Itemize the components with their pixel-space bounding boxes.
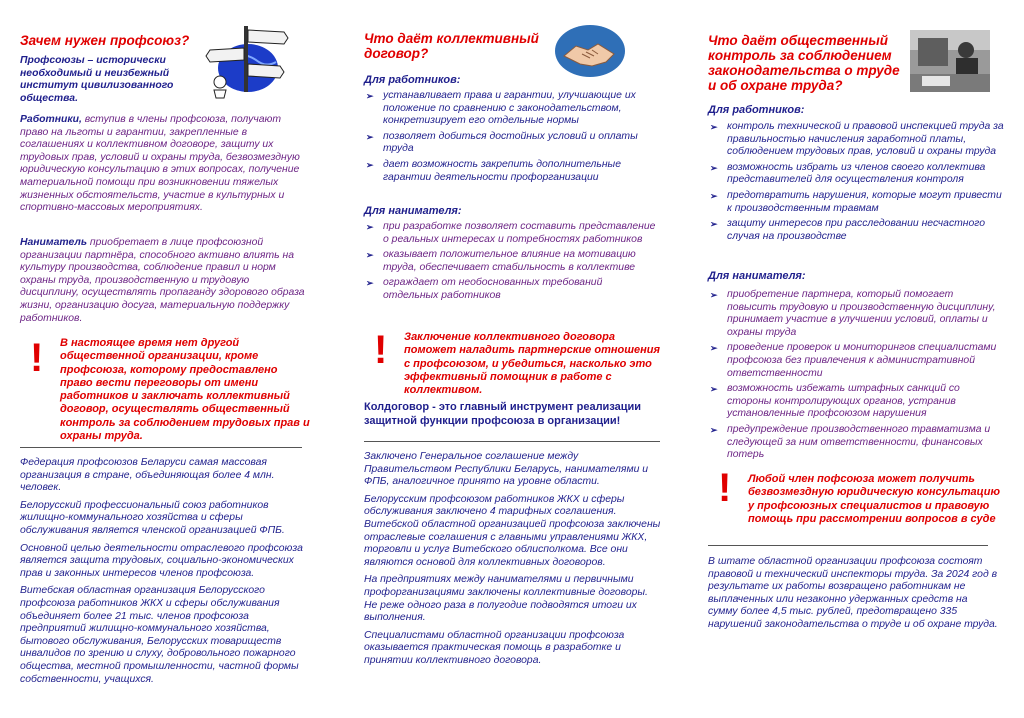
info-paragraph: Основной целью деятельности отраслевого профсоюза является защита трудовых, социально-экономических прав и законных интересов членов профсоюза. bbox=[20, 542, 303, 579]
list-item-text: дает возможность закрепить дополнительные гарантии деятельности профорганизации bbox=[383, 158, 621, 183]
divider bbox=[20, 447, 302, 448]
list-item-text: предотвратить нарушения, которые могут привести к производственным травмам bbox=[727, 189, 1002, 214]
list-item-text: проведение проверок и мониторингов специалистами профсоюза без привлечения к административной ответственности bbox=[727, 342, 997, 379]
list-item-text: контроль технической и правовой инспекцией труда за правильностью начисления заработной платы, соблюдением трудовых прав, условий и охраны труда bbox=[727, 121, 1004, 158]
arrowhead-bullet-icon: ➢ bbox=[366, 222, 374, 232]
list-item bbox=[364, 249, 656, 274]
list-item bbox=[708, 342, 1004, 380]
column-why-union bbox=[18, 0, 314, 718]
list-item-text: приобретение партнера, который помогает повысить трудовую и производственную дисциплину, принимает участие в улучшении условий, оплаты и охраны труда bbox=[727, 289, 996, 338]
col1-alert: В настоящее время нет другой общественной организации, кроме профсоюза, которому предоставлено право вести переговоры от имени работников и заключать коллективный договор, осуществлять общественный контроль за соблюдением трудовых прав и охраны труда. bbox=[60, 337, 310, 443]
col1-workers-paragraph bbox=[20, 114, 305, 215]
arrowhead-bullet-icon: ➢ bbox=[710, 122, 718, 132]
info-paragraph: Белорусский профессиональный союз работников жилищно-коммунального хозяйства и сферы обслуживания является членской организацией ФПБ. bbox=[20, 499, 285, 536]
divider bbox=[364, 441, 660, 442]
exclamation-icon: ! bbox=[718, 466, 732, 510]
arrowhead-bullet-icon: ➢ bbox=[710, 343, 718, 354]
info-paragraph: Федерация профсоюзов Беларуси самая массовая организация в стране, объединяющая более 4 млн. человек. bbox=[20, 457, 275, 494]
info-paragraph: На предприятиях между нанимателями и первичными профорганизациями заключены коллективные договоры. Не реже одного раза в полугодие подводятся итоги их выполнения. bbox=[364, 574, 648, 624]
list-item bbox=[364, 90, 656, 128]
col2-workers-list bbox=[364, 90, 656, 187]
col2-workers-heading: Для работников: bbox=[364, 74, 461, 86]
exclamation-icon: ! bbox=[30, 336, 44, 380]
arrowhead-bullet-icon: ➢ bbox=[366, 159, 374, 170]
col3-workers-heading: Для работников: bbox=[708, 104, 805, 116]
list-item-text: защиту интересов при расследовании несчастного случая на производстве bbox=[727, 218, 986, 242]
info-paragraph: Витебская областная организация Белорусского профсоюза работников ЖКХ и сферы обслуживания объединяет более 21 тыс. членов профсоюза предприятий жилищно-коммунального хозяйства, бытового обслуживания, Белорусских товариществ инвалидов по зрению и слуху, добровольного пожарного общества, местной промышленности, частной формы собственности, учащихся. bbox=[20, 585, 299, 685]
arrowhead-bullet-icon: ➢ bbox=[710, 162, 718, 173]
signpost-map-illustration bbox=[196, 20, 296, 100]
col1-intro: Профсоюзы – исторически необходимый и неизбежный институт цивилизованного общества. bbox=[20, 55, 174, 104]
col1-employer-paragraph bbox=[20, 237, 305, 325]
list-item-text: устанавливает права и гарантии, улучшающие их положение по сравнению с законодательством, конкретизирует его отдельные нормы bbox=[383, 90, 636, 127]
info-paragraph: Белорусским профсоюзом работников ЖКХ и сферы обслуживания заключено 4 тарифных соглашения. Витебской областной организацией профсоюза заключены отраслевые соглашения с главными управлениями ЖКХ, торговли и услуг Витебского облисполкома. Все они являются основой для коллективных договоров. bbox=[364, 493, 661, 568]
list-item bbox=[364, 221, 656, 246]
col2-slogan: Колдоговор - это главный инструмент реализации защитной функции профсоюза в организации! bbox=[364, 401, 642, 427]
list-item-text: предупреждение производственного травматизма и следующей за ним ответственности, финансовых потерь bbox=[727, 423, 991, 461]
workers-lead: Работники, bbox=[20, 114, 82, 125]
arrowhead-bullet-icon: ➢ bbox=[366, 250, 374, 261]
col3-employer-heading: Для нанимателя: bbox=[708, 270, 806, 282]
list-item-text: возможность избежать штрафных санкций со стороны контролирующих органов, устранив установленные профсоюзом нарушения bbox=[727, 383, 960, 420]
handshake-icon bbox=[552, 22, 628, 80]
list-item bbox=[364, 159, 656, 184]
list-item-text: возможность избрать из членов своего коллектива представителей для осуществления контроля bbox=[727, 161, 986, 186]
col3-info: В штате областной организации профсоюза состоят правовой и технический инспекторы труда. За 2024 год в результате их работы возвращено работникам не выплаченных или незаконно удержанных средств на сумму более 4,5 тыс. рублей, предотвращено 335 нарушений законодательства о труде и об охране труда. bbox=[708, 556, 998, 630]
list-item bbox=[364, 277, 656, 302]
list-item-text: оказывает положительное влияние на мотивацию труда, обеспечивает стабильность в коллективе bbox=[383, 249, 636, 273]
col3-title: Что даёт общественный контроль за соблюдением законодательства о труде и об охране труда? bbox=[708, 33, 900, 93]
exclamation-icon: ! bbox=[374, 328, 388, 372]
arrowhead-bullet-icon: ➢ bbox=[366, 131, 374, 142]
arrowhead-bullet-icon: ➢ bbox=[710, 190, 718, 201]
info-paragraph: Заключено Генеральное соглашение между Правительством Республики Беларусь, нанимателями и ФПБ, аналогичное принято на уровне области. bbox=[364, 451, 649, 488]
arrowhead-bullet-icon: ➢ bbox=[366, 278, 374, 289]
arrowhead-bullet-icon: ➢ bbox=[710, 384, 718, 395]
workers-text: вступив в члены профсоюза, получают право на льготы и гарантии, закрепленные в соглашениях и коллективном договоре, защиту их трудовых прав, условий и охраны труда, безвозмездную юридическую консультацию в этих вопросах, получение материальной помощи при возникновении тяжелых жизненных обстоятельств, участие в культурных и спортивно-массовых мероприятиях. bbox=[20, 114, 300, 214]
col1-title: Зачем нужен профсоюз? bbox=[20, 33, 190, 48]
list-item bbox=[708, 218, 1004, 243]
info-paragraph: Специалистами областной организации профсоюза оказывается практическая помощь в разработке и принятии коллективного договора. bbox=[364, 629, 625, 666]
col2-employer-heading: Для нанимателя: bbox=[364, 205, 462, 217]
col2-info bbox=[364, 451, 664, 673]
employer-text: приобретает в лице профсоюзной организации партнёра, способного активно влиять на культуру производства, соблюдение правил и норм охраны труда, производственную и трудовую дисциплину, осуществлять пропаганду здорового образа жизни, организацию досуга, материальную поддержку работников. bbox=[20, 237, 305, 324]
column-collective-agreement bbox=[360, 0, 664, 718]
arrowhead-bullet-icon: ➢ bbox=[366, 91, 374, 101]
col2-title: Что даёт коллективный договор? bbox=[364, 31, 539, 61]
arrowhead-bullet-icon: ➢ bbox=[710, 219, 718, 230]
list-item-text: позволяет добиться достойных условий и оплаты труда bbox=[383, 130, 638, 155]
col2-employer-list bbox=[364, 221, 656, 306]
column-public-control bbox=[706, 0, 1006, 718]
employer-lead: Наниматель bbox=[20, 237, 88, 248]
list-item bbox=[364, 131, 656, 156]
col3-employer-list bbox=[708, 289, 1004, 465]
list-item bbox=[708, 289, 1004, 339]
divider bbox=[708, 545, 988, 546]
col3-alert: Любой член пофсоюза может получить безвозмездную юридическую консультацию у профсоюзных специалистов и правовую помощь при рассмотрении вопросов в суде bbox=[748, 473, 1000, 525]
arrowhead-bullet-icon: ➢ bbox=[710, 424, 718, 435]
list-item bbox=[708, 424, 1004, 462]
list-item-text: ограждает от необоснованных требований отдельных работников bbox=[383, 277, 603, 301]
inspection-photo bbox=[910, 30, 990, 92]
col2-alert: Заключение коллективного договора поможет наладить партнерские отношения с профсоюзом, и убедиться, насколько это эффективный помощник в работе с коллективом. bbox=[404, 331, 660, 397]
list-item bbox=[708, 383, 1004, 421]
list-item bbox=[708, 162, 1004, 187]
arrowhead-bullet-icon: ➢ bbox=[710, 290, 718, 300]
list-item-text: при разработке позволяет составить представление о реальных интересах и потребностях работников bbox=[383, 221, 656, 245]
list-item bbox=[708, 190, 1004, 215]
col3-workers-list bbox=[708, 121, 1004, 246]
list-item bbox=[708, 121, 1004, 159]
col1-info bbox=[20, 457, 312, 691]
